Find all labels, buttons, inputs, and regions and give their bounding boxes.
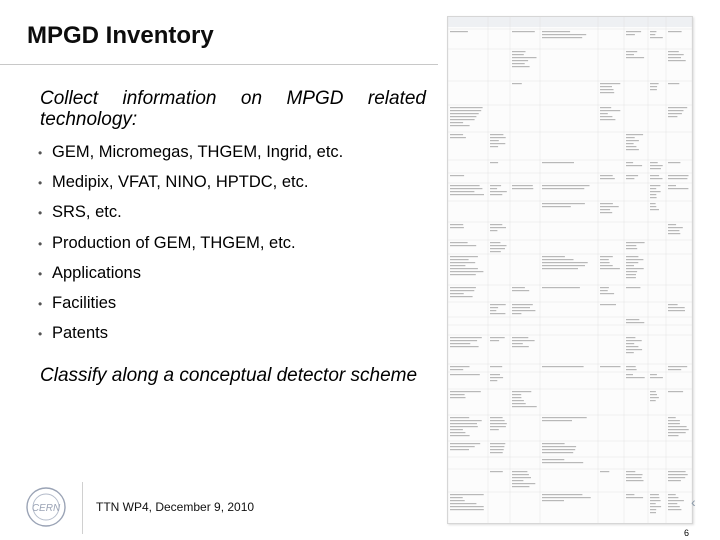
inventory-table-document-icon [448,17,692,523]
bullet-label: Facilities [52,293,117,312]
bullet-item [38,233,343,263]
footer-text: TTN WP4, December 9, 2010 [96,500,255,514]
bullet-label: Applications [52,263,141,282]
bullet-item [38,323,343,353]
bullet-label: GEM, Micromegas, THGEM, Ingrid, etc. [52,143,344,161]
bullet-dot-icon: • [38,146,43,160]
inventory-table-thumbnail [447,16,693,524]
bullet-label: Patents [52,324,108,343]
bullet-dot-icon: • [38,327,43,342]
bullet-item [38,172,343,202]
bullet-item [38,142,343,172]
bullet-dot-icon: • [38,176,43,191]
intro-text: Collect information on MPGD related technology: [40,88,426,130]
bullet-dot-icon: • [38,266,43,281]
slide-title: MPGD Inventory [27,22,214,49]
bullet-label: Medipix, VFAT, NINO, HPTDC, etc. [52,173,309,192]
title-divider [0,64,438,65]
bullet-list [38,142,343,353]
bullet-label: SRS, etc. [52,203,122,222]
cern-logo-text: CERN [31,503,61,514]
outro-text: Classify along a conceptual detector scheme [40,365,418,386]
page-number: 6 [684,528,690,538]
bullet-dot-icon: • [38,236,43,251]
bullet-dot-icon: • [38,296,43,311]
bullet-item [38,263,343,293]
bullet-dot-icon: • [38,206,43,221]
slide-edge-mark: ‹ [691,494,696,510]
bullet-label: Production of GEM, THGEM, etc. [52,233,296,252]
bullet-item [38,202,343,232]
cern-logo-icon [24,482,68,532]
footer-divider [82,482,83,534]
bullet-item [38,293,343,323]
